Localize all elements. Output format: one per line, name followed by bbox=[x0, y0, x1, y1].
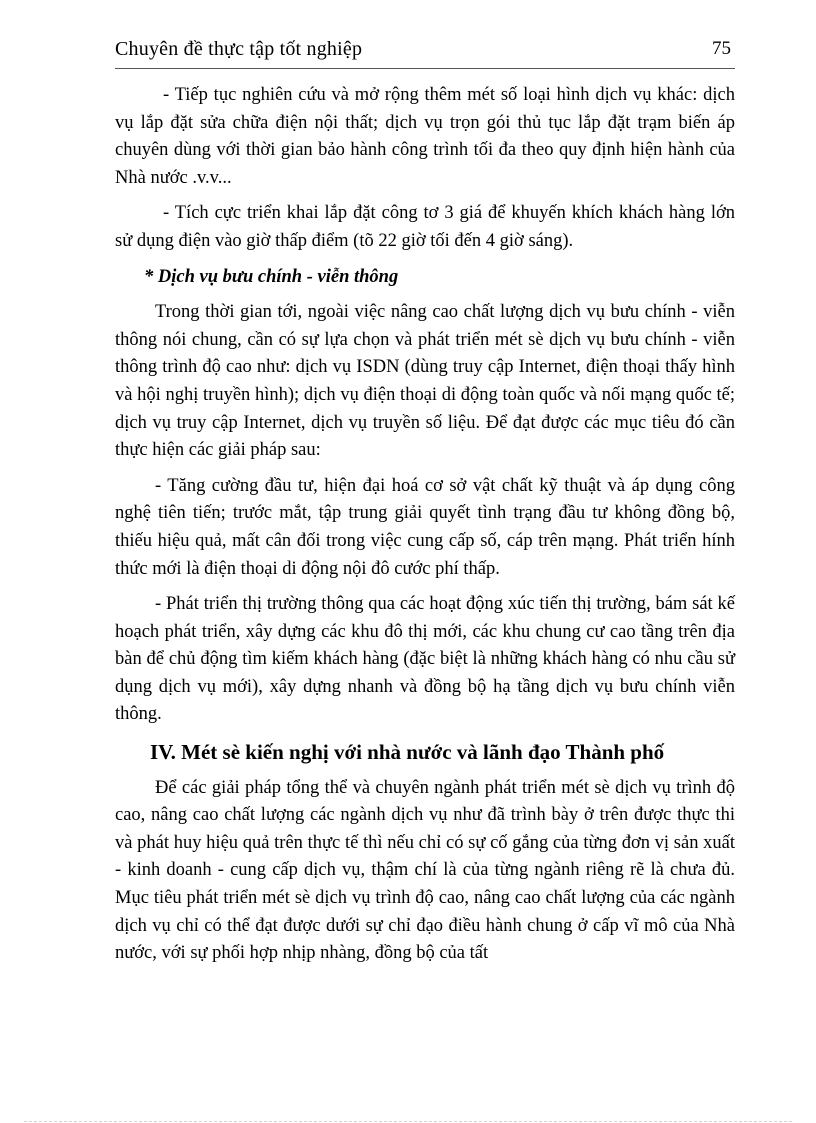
paragraph-recommendations: Để các giải pháp tổng thể và chuyên ngành phát triển mét sè dịch vụ trình độ cao, nâng cao chất lượng các ngành dịch vụ như đã trình bày ở trên được thực thi và phát huy hiệu quả trên thực tế thì nếu chỉ có sự cố gắng của từng đơn vị sản xuất - kinh doanh - cung cấp dịch vụ, thậm chí là của từng ngành riêng rẽ là chưa đủ. Mục tiêu phát triển mét sè dịch vụ trình độ cao, nâng cao chất lượng của các ngành dịch vụ chỉ có thể đạt được dưới sự chỉ đạo điều hành chung ở cấp vĩ mô của Nhà nước, với sự phối hợp nhịp nhàng, đồng bộ của tất bbox=[115, 777, 735, 964]
page-header bbox=[115, 36, 735, 69]
paragraph-market-development: - Phát triển thị trường thông qua các hoạt động xúc tiến thị trường, bám sát kế hoạch phát triển, xây dựng các khu đô thị mới, các khu chung cư cao tầng trên địa bàn để chủ động tìm kiếm khách hàng (đặc biệt là những khách hàng có nhu cầu sử dụng dịch vụ mới), xây dựng nhanh và đồng bộ hạ tầng dịch vụ bưu chính viễn thông. bbox=[115, 594, 735, 725]
paragraph-postal-telecom-intro: Trong thời gian tới, ngoài việc nâng cao chất lượng dịch vụ bưu chính - viễn thông nói chung, cần có sự lựa chọn và phát triển mét sè dịch vụ bưu chính - viễn thông trình độ cao như: dịch vụ ISDN (dùng truy cập Internet, điện thoại thấy hình và hội nghị truyền hình); dịch vụ điện thoại di động toàn quốc và nối mạng quốc tế; dịch vụ truy cập Internet, dịch vụ truyền số liệu. Để đạt được các mục tiêu đó cần thực hiện các giải pháp sau: bbox=[115, 302, 735, 461]
paragraph-service-expansion: - Tiếp tục nghiên cứu và mở rộng thêm mét số loại hình dịch vụ khác: dịch vụ lắp đặt sửa chữa điện nội thất; dịch vụ trọn gói thủ tục lắp đặt trạm biến áp chuyên dùng với thời gian bảo hành công trình tối đa theo quy định hiện hành của Nhà nước .v.v... bbox=[115, 85, 735, 188]
document-body bbox=[115, 82, 735, 976]
page-number: 75 bbox=[712, 38, 731, 59]
section-heading: IV. Mét sè kiến nghị với nhà nước và lãnh đạo Thành phố bbox=[150, 740, 665, 765]
paragraph-meter-installation: - Tích cực triển khai lắp đặt công tơ 3 giá để khuyến khích khách hàng lớn sử dụng điện vào giờ thấp điểm (tõ 22 giờ tối đến 4 giờ sáng). bbox=[115, 203, 735, 251]
subheading-postal-telecom: * Dịch vụ bưu chính - viễn thông bbox=[144, 266, 399, 287]
page-bottom-divider bbox=[24, 1121, 792, 1122]
header-title: Chuyên đề thực tập tốt nghiệp bbox=[115, 38, 363, 60]
paragraph-investment: - Tăng cường đầu tư, hiện đại hoá cơ sở vật chất kỹ thuật và áp dụng công nghệ tiên tiến; trước mắt, tập trung giải quyết tình trạng đầu tư không đồng bộ, thiếu hiệu quả, mất cân đối trong việc cung cấp số, cáp trên mạng. Phát triển hính thức mới là điện thoại di động nội đô cước phí thấp. bbox=[115, 475, 735, 579]
